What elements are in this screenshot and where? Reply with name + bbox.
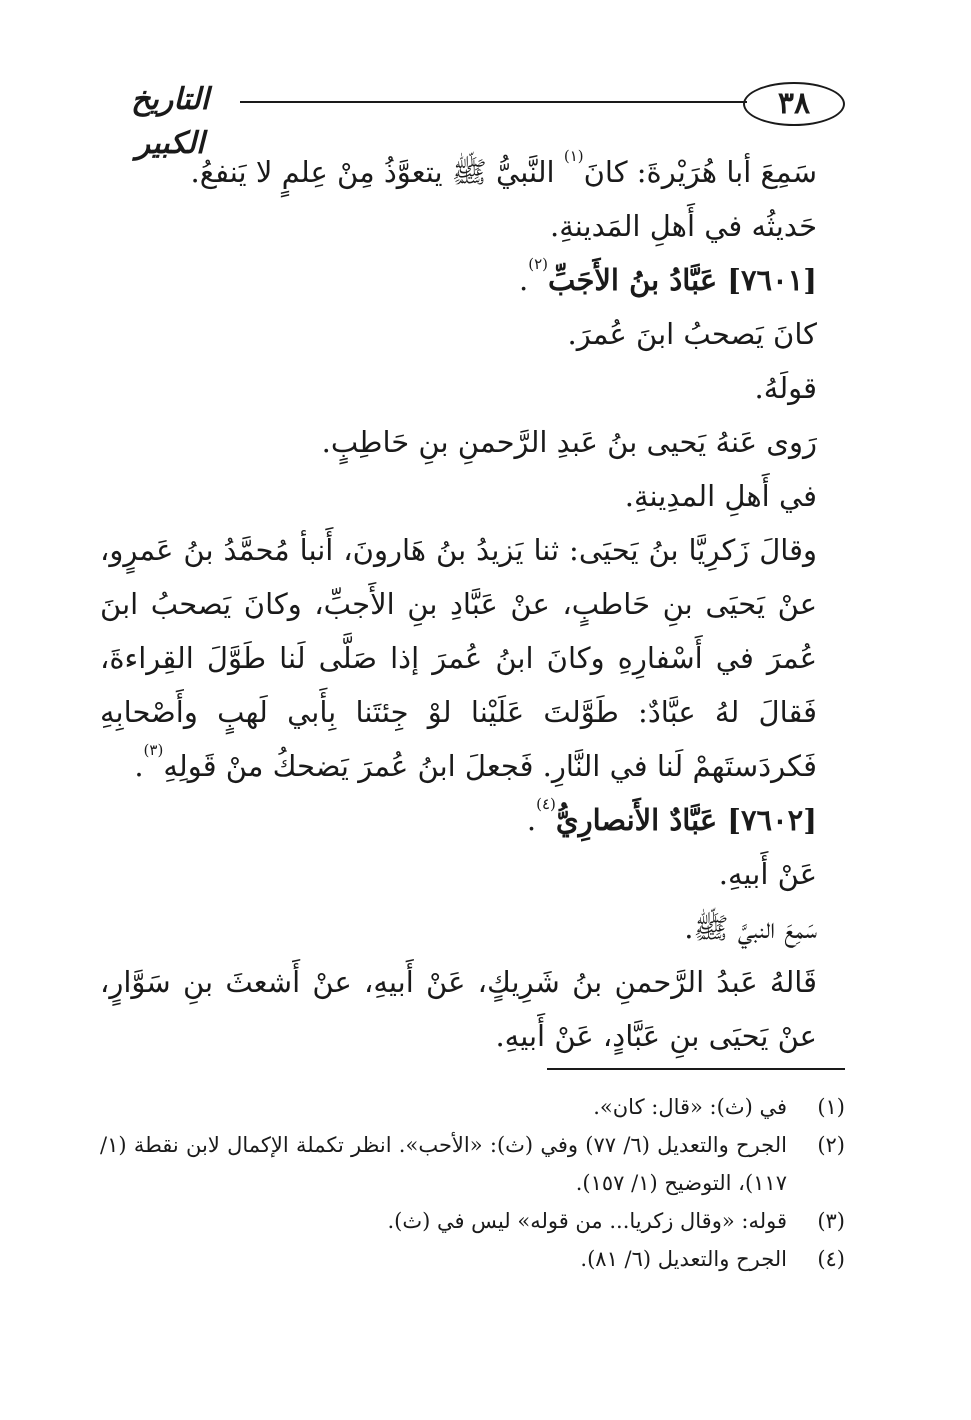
page-number: ٣٨ <box>743 82 845 126</box>
text-line: سَمِعَ أبا هُرَيْرةَ: كانَ$^{(١)}$ النَّبيُّ ﷺ يتعوَّذُ مِنْ عِلمٍ لا يَنفعُ. <box>190 147 817 189</box>
footnote-number: (١) <box>817 1095 845 1119</box>
running-header <box>100 78 845 161</box>
footnote-number: (٢) <box>817 1133 845 1157</box>
footnote-text: الجرح والتعديل (٦/ ٧٧) وفي (ث): «الأحب». انظر تكملة الإكمال لابن نقطة (١/ ١١٧)، التوضيح (١/ ١٥٧). <box>100 1133 787 1195</box>
footnote-text: الجرح والتعديل (٦/ ٨١). <box>580 1247 787 1271</box>
footnote-separator <box>547 1068 845 1070</box>
footnote-text: قوله: «وقال زكريا... من قوله» ليس في (ث). <box>387 1209 787 1233</box>
paragraph: وقالَ زَكرِيَّا بنُ يَحيَى: ثنا يَزيدُ بنُ هَارونَ، أَنبأ مُحمَّدُ بنُ عَمرٍو، عنْ يَحيَى بنِ حَاطبٍ، عنْ عَبَّادِ بنِ الأَجبِّ، وكانَ يَصحبُ ابنَ عُمرَ في أَسْفارِهِ وكانَ ابنُ عُمرَ إذا صَلَّى لَنا طَوَّلَ القِراءةَ، فَقالَ لهُ عبَّادٌ: طَوَّلتَ عَلَيْنا لوْ جِئتَنا بِأَبي لَهبٍ وأَصْحابِهِ فَكردَستَهمْ لَنا في النَّارِ. فَجعلَ ابنُ عُمرَ يَضحكُ منْ قَولِهِ$^{(٣)}$. <box>100 533 817 783</box>
main-text <box>100 145 845 1063</box>
text-line: سَمِعَ النبيَّ ﷺ. <box>684 911 817 945</box>
text-line: حَديثُه في أَهلِ المَدينةِ. <box>550 209 817 243</box>
text-line: قولَهُ. <box>754 371 817 405</box>
paragraph: قَالهُ عَبدُ الرَّحمنِ بنُ شَرِيكٍ، عَنْ أَبيهِ، عنْ أَشعثَ بنِ سَوَّارٍ، عنْ يَحيَى بنِ عَبَّادٍ، عَنْ أَبيهِ. <box>100 965 817 1053</box>
footnote-ref: (٣) <box>143 741 164 759</box>
footnote-ref: (٤) <box>536 795 556 813</box>
footnote-text: في (ث): «قال: كان». <box>593 1095 787 1119</box>
footnote-number: (٤) <box>817 1247 845 1271</box>
footnote <box>100 1240 845 1278</box>
entry-heading-7601: [٧٦٠١] عَبَّادُ بنُ الأَجَبِّ$^{(٢)}$. <box>518 255 817 297</box>
footnote <box>100 1088 845 1126</box>
text-line: كانَ يَصحبُ ابنَ عُمرَ. <box>567 317 817 351</box>
footnote <box>100 1126 845 1202</box>
footnote-ref: (١) <box>563 147 584 165</box>
footnote <box>100 1202 845 1240</box>
header-rule <box>240 101 747 103</box>
text-line: رَوى عَنهُ يَحيى بنُ عَبدِ الرَّحمنِ بنِ حَاطِبٍ. <box>321 425 817 459</box>
footnotes <box>100 1088 845 1278</box>
entry-heading-7602: [٧٦٠٢] عَبَّادٌ الأَنصارِيُّ$^{(٤)}$. <box>526 795 817 837</box>
text-line: عَنْ أَبيهِ. <box>718 857 817 891</box>
footnote-number: (٣) <box>817 1209 845 1233</box>
text-line: في أَهلِ المدِينةِ. <box>624 479 817 513</box>
book-title: التاريخ الكبير <box>131 82 209 161</box>
footnote-ref: (٢) <box>528 255 548 273</box>
